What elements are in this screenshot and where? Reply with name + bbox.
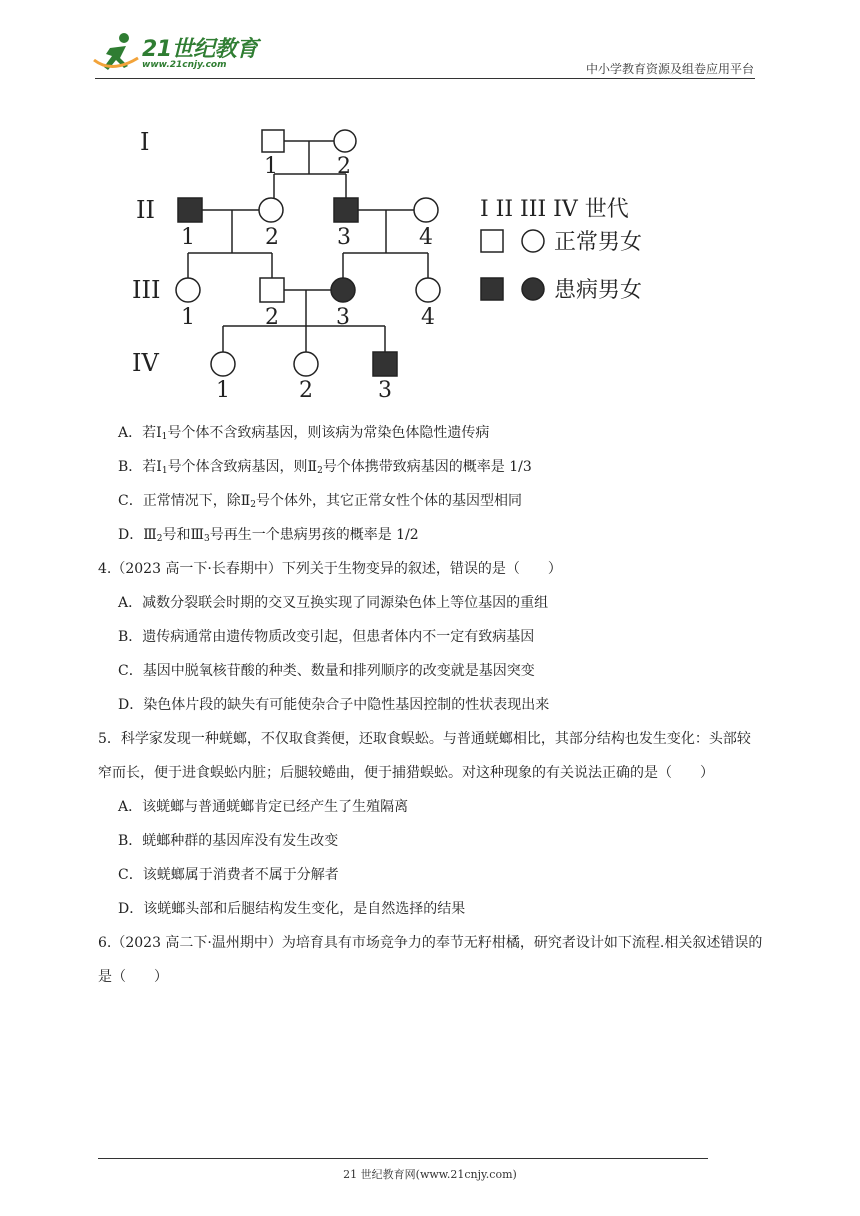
q5-option-b: B．蜣螂种群的基因库没有发生改变 [118, 833, 339, 849]
legend-normal-female-icon [522, 230, 544, 252]
num-IV3: 3 [378, 378, 392, 403]
individual-III2-normal-male [260, 278, 284, 302]
num-I2: 2 [337, 154, 351, 179]
page-header [0, 0, 860, 80]
q4-option-b: B．遗传病通常由遗传物质改变引起，但患者体内不一定有致病基因 [118, 629, 535, 645]
q4-option-d: D．染色体片段的缺失有可能使杂合子中隐性基因控制的性状表现出来 [118, 697, 550, 713]
num-II4: 4 [419, 225, 433, 250]
gen-label-IV: IV [132, 349, 159, 377]
individual-II4-normal-female [414, 198, 438, 222]
footer-divider [98, 1158, 708, 1159]
q4-option-c: C．基因中脱氧核苷酸的种类、数量和排列顺序的改变就是基因突变 [118, 663, 535, 679]
q4-option-a: A．减数分裂联会时期的交叉互换实现了同源染色体上等位基因的重组 [118, 595, 549, 611]
gen-label-III: III [132, 276, 161, 304]
num-II3: 3 [337, 225, 351, 250]
num-III1: 1 [181, 305, 195, 330]
num-I1: 1 [264, 154, 278, 179]
header-platform-text: 中小学教育资源及组卷应用平台 [585, 62, 754, 76]
pedigree-diagram [126, 118, 666, 408]
footer-text: 21 世纪教育网(www.21cnjy.com) [343, 1168, 517, 1181]
individual-II1-affected-male [178, 198, 202, 222]
logo-text: 21世纪教育 [142, 37, 258, 62]
logo-url: www.21cnjy.com [142, 60, 227, 70]
q3-option-d: D．$Ⅲ_2$号和$Ⅲ_3$号再生一个患病男孩的概率是 1/2 [118, 527, 419, 544]
individual-I2-normal-female [334, 130, 356, 152]
q5-stem: 5．科学家发现一种蜣螂，不仅取食粪便，还取食蜈蚣。与普通蜣螂相比，其部分结构也发生变化：头部较窄而长，便于进食蜈蚣内脏；后腿较蜷曲，便于捕猎蜈蚣。对这种现象的有关说法正确的是（ ） [98, 731, 751, 781]
num-IV1: 1 [216, 378, 230, 403]
generation-labels [132, 128, 160, 377]
q3-option-c: C．正常情况下，除$Ⅱ_2$号个体外，其它正常女性个体的基因型相同 [118, 493, 522, 510]
individual-IV1-normal-female [211, 352, 235, 376]
legend-affected-male-icon [481, 278, 503, 300]
individual-IV3-affected-male [373, 352, 397, 376]
pedigree-lines [188, 141, 428, 352]
pedigree-legend [480, 197, 642, 303]
legend-affected-label: 患病男女 [554, 278, 643, 303]
q6-stem: 6.（2023 高二下·温州期中）为培育具有市场竞争力的奉节无籽柑橘，研究者设计如下流程.相关叙述错误的是（ ） [98, 935, 763, 985]
num-III4: 4 [421, 305, 435, 330]
num-II2: 2 [265, 225, 279, 250]
legend-title: I II III IV 世代 [480, 197, 629, 222]
individual-III3-affected-female [331, 278, 355, 302]
q3-option-a: A．若$Ⅰ_1$号个体不含致病基因，则该病为常染色体隐性遗传病 [118, 425, 490, 442]
num-IV2: 2 [299, 378, 313, 403]
site-logo [92, 30, 262, 78]
question-content [98, 416, 763, 994]
individual-III4-normal-female [416, 278, 440, 302]
q5-option-a: A．该蜣螂与普通蜣螂肯定已经产生了生殖隔离 [118, 799, 409, 815]
legend-affected-female-icon [522, 278, 544, 300]
q5-option-d: D．该蜣螂头部和后腿结构发生变化，是自然选择的结果 [118, 901, 466, 917]
q3-option-b: B．若$Ⅰ_1$号个体含致病基因，则$Ⅱ_2$号个体携带致病基因的概率是 1/3 [118, 459, 532, 476]
page-footer [0, 1166, 860, 1182]
num-II1: 1 [181, 225, 195, 250]
individual-II3-affected-male [334, 198, 358, 222]
individual-I1-normal-male [262, 130, 284, 152]
gen-label-II: II [136, 196, 155, 224]
individual-IV2-normal-female [294, 352, 318, 376]
q4-stem: 4.（2023 高一下·长春期中）下列关于生物变异的叙述，错误的是（ ） [98, 561, 562, 577]
gen-label-I: I [140, 128, 150, 156]
q5-option-c: C．该蜣螂属于消费者不属于分解者 [118, 867, 339, 883]
legend-normal-male-icon [481, 230, 503, 252]
legend-normal-label: 正常男女 [554, 230, 643, 255]
header-divider [95, 78, 755, 79]
num-III3: 3 [336, 305, 350, 330]
individual-II2-normal-female [259, 198, 283, 222]
individual-III1-normal-female [176, 278, 200, 302]
num-III2: 2 [265, 305, 279, 330]
runner-logo-icon [92, 30, 142, 76]
